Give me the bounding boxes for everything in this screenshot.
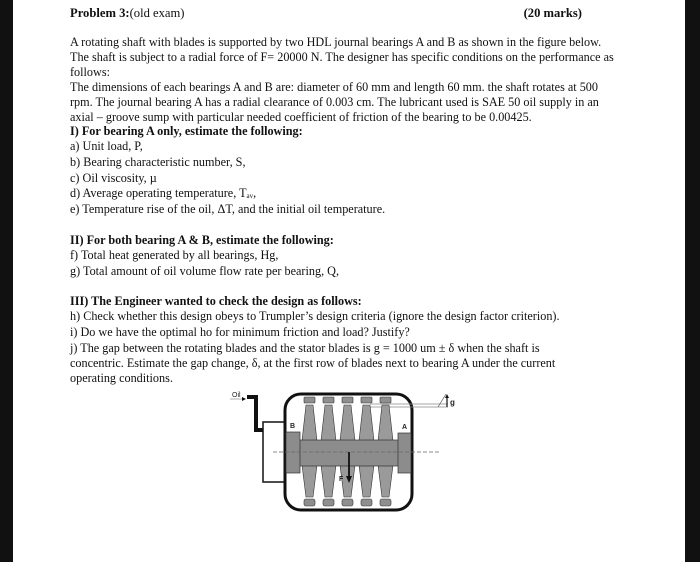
- shaft-bearing-figure: [220, 385, 500, 515]
- marks-label: (20 marks): [523, 6, 582, 20]
- question-i: i) Do we have the optimal ho for minimum friction and load? Justify?: [70, 325, 410, 339]
- intro-line-1: A rotating shaft with blades is supported by two HDL journal bearings A and B as shown in the figure below.: [70, 35, 602, 49]
- oil-arrow-icon: [242, 397, 246, 401]
- question-d-text: d) Average operating temperature, T: [70, 186, 247, 200]
- question-j-line-2: concentric. Estimate the gap change, δ, at the first row of blades next to bearing A under the current: [70, 356, 556, 370]
- question-a: a) Unit load, P,: [70, 139, 143, 153]
- gap-leader-line: [438, 394, 446, 407]
- intro-line-5: rpm. The journal bearing A has a radial clearance of 0.003 cm. The lubricant used is SAE 50 oil supply in an: [70, 95, 599, 109]
- problem-title: [70, 6, 184, 22]
- intro-line-2: The shaft is subject to a radial force of F= 20000 N. The designer has specific conditions on the performance as: [70, 50, 614, 64]
- bearing-a-label: A: [402, 424, 408, 431]
- question-d-subscript: av: [246, 192, 254, 200]
- question-d-suffix: ,: [253, 186, 257, 200]
- question-h: h) Check whether this design obeys to Trumpler’s design criteria (ignore the design factor criterion).: [70, 309, 560, 323]
- intro-line-3: follows:: [70, 65, 110, 79]
- problem-subtitle: (old exam): [129, 6, 185, 20]
- question-j-line-3: operating conditions.: [70, 371, 173, 385]
- force-label: F: [339, 476, 344, 483]
- bearing-a: [398, 433, 411, 473]
- section-2-heading: II) For both bearing A & B, estimate the following:: [70, 233, 334, 247]
- oil-label: Oil: [232, 392, 241, 399]
- bearing-b: [286, 432, 300, 473]
- question-f: f) Total heat generated by all bearings, Hg,: [70, 248, 279, 262]
- page: [13, 0, 685, 562]
- intro-line-4: The dimensions of each bearings A and B are: diameter of 60 mm and length 60 mm. the shaft rotates at 500: [70, 80, 598, 94]
- question-c: c) Oil viscosity, µ: [70, 171, 157, 185]
- question-b: b) Bearing characteristic number, S,: [70, 155, 246, 169]
- gap-label: g: [450, 398, 455, 407]
- question-j-line-1: j) The gap between the rotating blades and the stator blades is g = 1000 um ± δ when the shaft is: [70, 341, 540, 355]
- question-e: e) Temperature rise of the oil, ΔT, and the initial oil temperature.: [70, 202, 386, 216]
- question-g: g) Total amount of oil volume flow rate per bearing, Q,: [70, 264, 340, 278]
- section-1-heading: I) For bearing A only, estimate the following:: [70, 124, 303, 138]
- bearing-b-label: B: [290, 423, 296, 430]
- section-3-heading: III) The Engineer wanted to check the design as follows:: [70, 294, 362, 308]
- problem-number: Problem 3:: [70, 6, 130, 20]
- problem-header: [70, 6, 582, 24]
- intro-line-6: axial – groove sump with particular needed coefficient of friction of the bearing to be 0.00425.: [70, 110, 532, 124]
